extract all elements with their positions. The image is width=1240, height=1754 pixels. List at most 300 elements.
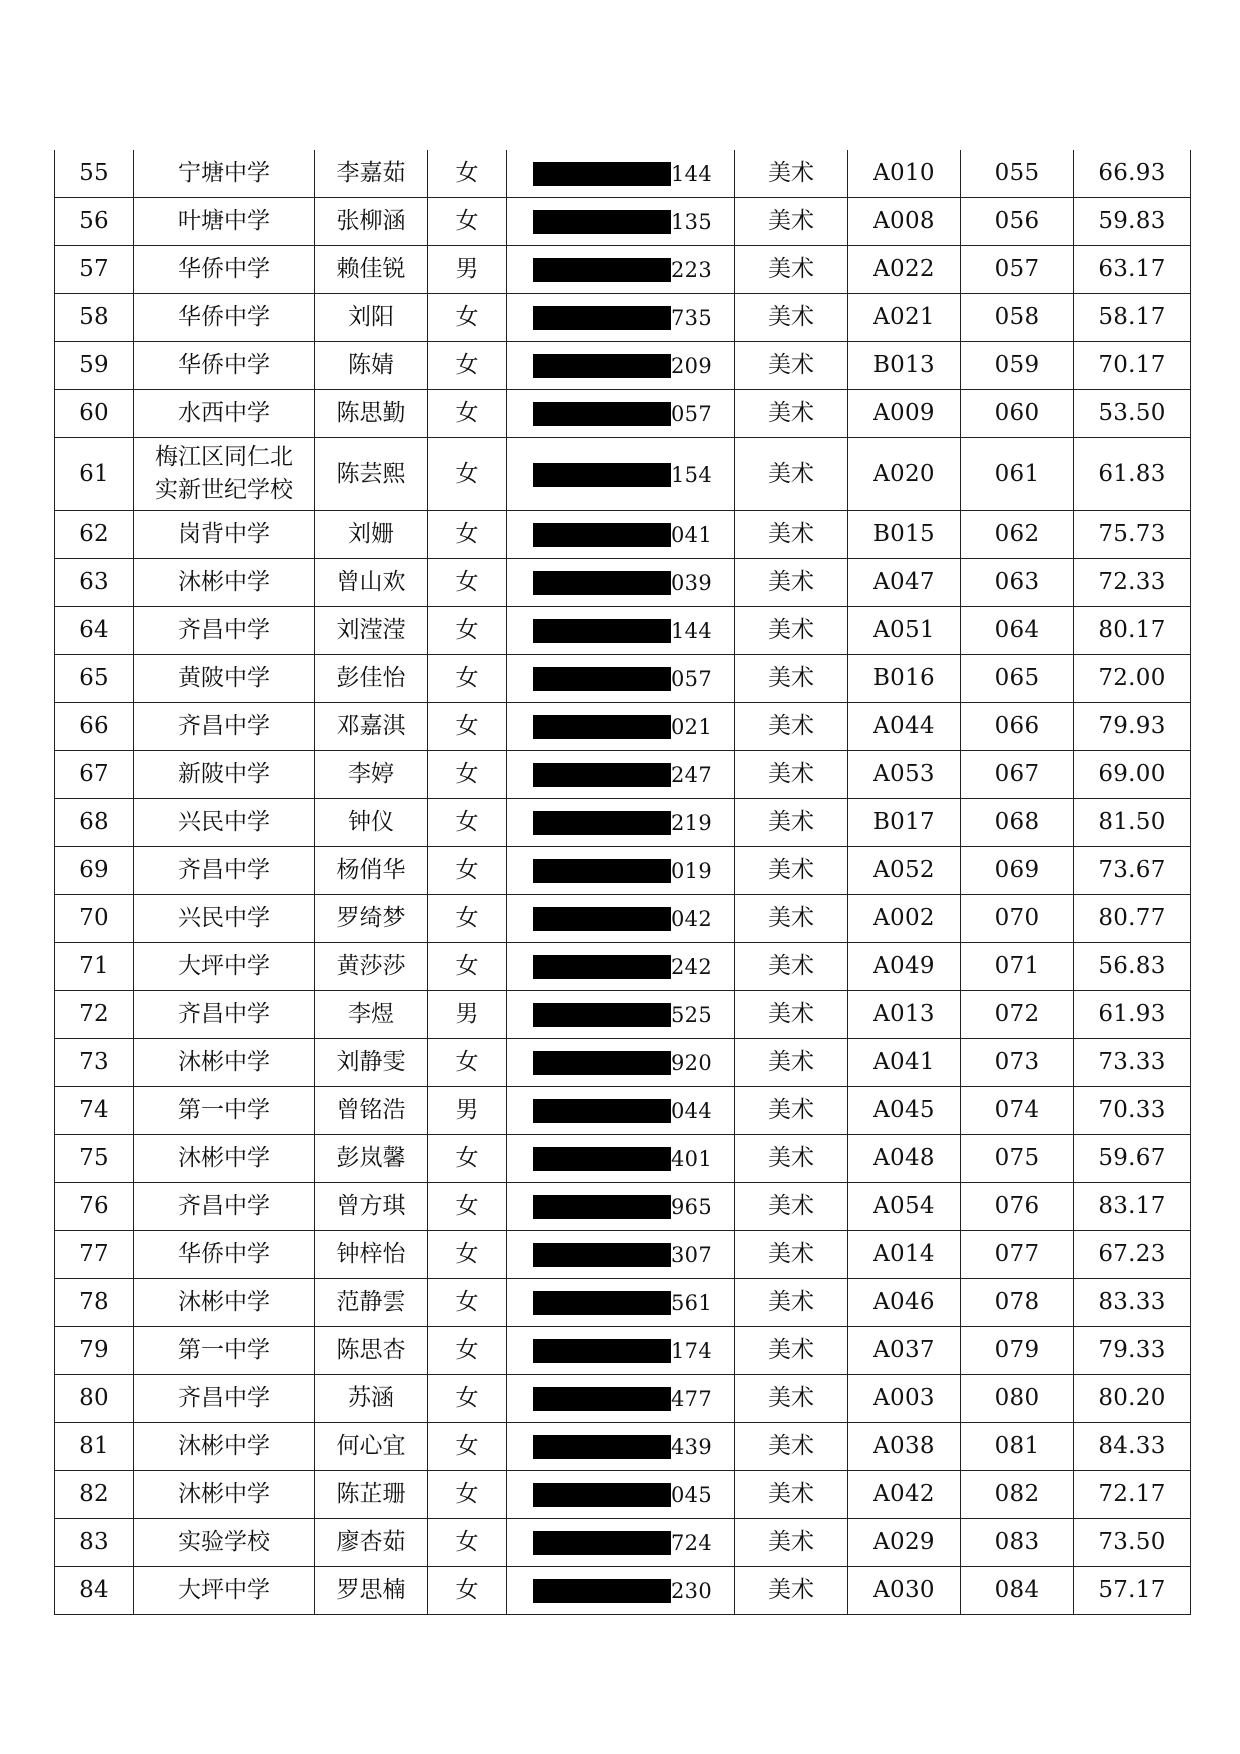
group-code-cell: A037 <box>848 1327 961 1375</box>
school-cell: 华侨中学 <box>134 342 315 390</box>
sequence-cell: 074 <box>961 1087 1074 1135</box>
row-number-cell: 63 <box>55 559 134 607</box>
student-name-cell: 李嘉茹 <box>315 150 428 198</box>
sequence-cell: 057 <box>961 246 1074 294</box>
gender-cell: 女 <box>428 1279 507 1327</box>
subject-cell: 美术 <box>735 703 848 751</box>
subject-cell: 美术 <box>735 294 848 342</box>
id-number-cell <box>507 799 735 847</box>
sequence-cell: 063 <box>961 559 1074 607</box>
table-row <box>55 559 1191 607</box>
table-row <box>55 1519 1191 1567</box>
score-cell: 81.50 <box>1074 799 1191 847</box>
student-name-cell: 何心宜 <box>315 1423 428 1471</box>
table-row <box>55 1423 1191 1471</box>
id-number-cell <box>507 1375 735 1423</box>
id-number-cell <box>507 1231 735 1279</box>
table-row <box>55 294 1191 342</box>
sequence-cell: 056 <box>961 198 1074 246</box>
row-number-cell: 65 <box>55 655 134 703</box>
score-cell: 80.77 <box>1074 895 1191 943</box>
subject-cell: 美术 <box>735 943 848 991</box>
redaction-bar <box>533 907 671 931</box>
group-code-cell: A048 <box>848 1135 961 1183</box>
gender-cell: 女 <box>428 559 507 607</box>
score-cell: 80.17 <box>1074 607 1191 655</box>
id-number-tail: 223 <box>671 258 712 282</box>
school-cell: 齐昌中学 <box>134 1375 315 1423</box>
id-number-cell <box>507 294 735 342</box>
group-code-cell: A029 <box>848 1519 961 1567</box>
sequence-cell: 062 <box>961 511 1074 559</box>
id-number-cell <box>507 1471 735 1519</box>
student-name-cell: 范静雲 <box>315 1279 428 1327</box>
redaction-bar <box>533 1531 671 1555</box>
id-number-cell <box>507 246 735 294</box>
gender-cell: 女 <box>428 1375 507 1423</box>
id-number-cell <box>507 1519 735 1567</box>
id-number-cell <box>507 198 735 246</box>
student-name-cell: 钟仪 <box>315 799 428 847</box>
group-code-cell: A014 <box>848 1231 961 1279</box>
sequence-cell: 061 <box>961 438 1074 511</box>
id-number-tail: 057 <box>671 667 712 691</box>
id-number-tail: 724 <box>671 1531 712 1555</box>
gender-cell: 女 <box>428 294 507 342</box>
student-name-cell: 陈芷珊 <box>315 1471 428 1519</box>
redaction-bar <box>533 306 671 330</box>
id-number-cell <box>507 1135 735 1183</box>
score-cell: 66.93 <box>1074 150 1191 198</box>
row-number-cell: 82 <box>55 1471 134 1519</box>
id-number-tail: 247 <box>671 763 712 787</box>
score-cell: 80.20 <box>1074 1375 1191 1423</box>
redaction-bar <box>533 1147 671 1171</box>
group-code-cell: A021 <box>848 294 961 342</box>
score-cell: 70.33 <box>1074 1087 1191 1135</box>
table-row <box>55 655 1191 703</box>
subject-cell: 美术 <box>735 751 848 799</box>
subject-cell: 美术 <box>735 1231 848 1279</box>
redaction-bar <box>533 354 671 378</box>
sequence-cell: 059 <box>961 342 1074 390</box>
row-number-cell: 67 <box>55 751 134 799</box>
group-code-cell: B017 <box>848 799 961 847</box>
row-number-cell: 71 <box>55 943 134 991</box>
gender-cell: 男 <box>428 1087 507 1135</box>
group-code-cell: A052 <box>848 847 961 895</box>
subject-cell: 美术 <box>735 1183 848 1231</box>
redaction-bar <box>533 1579 671 1603</box>
score-cell: 61.93 <box>1074 991 1191 1039</box>
table-row <box>55 1039 1191 1087</box>
group-code-cell: A020 <box>848 438 961 511</box>
redaction-bar <box>533 1099 671 1123</box>
redaction-bar <box>533 1387 671 1411</box>
school-cell: 华侨中学 <box>134 246 315 294</box>
sequence-cell: 082 <box>961 1471 1074 1519</box>
row-number-cell: 84 <box>55 1567 134 1615</box>
row-number-cell: 83 <box>55 1519 134 1567</box>
table-row <box>55 150 1191 198</box>
score-list-page <box>54 150 1190 1615</box>
group-code-cell: A045 <box>848 1087 961 1135</box>
sequence-cell: 078 <box>961 1279 1074 1327</box>
sequence-cell: 073 <box>961 1039 1074 1087</box>
row-number-cell: 59 <box>55 342 134 390</box>
student-name-cell: 曾铭浩 <box>315 1087 428 1135</box>
score-cell: 83.33 <box>1074 1279 1191 1327</box>
group-code-cell: A030 <box>848 1567 961 1615</box>
id-number-tail: 242 <box>671 955 712 979</box>
score-cell: 70.17 <box>1074 342 1191 390</box>
id-number-tail: 965 <box>671 1195 712 1219</box>
row-number-cell: 58 <box>55 294 134 342</box>
subject-cell: 美术 <box>735 991 848 1039</box>
school-cell: 岗背中学 <box>134 511 315 559</box>
student-name-cell: 苏涵 <box>315 1375 428 1423</box>
group-code-cell: A022 <box>848 246 961 294</box>
id-number-tail: 735 <box>671 306 712 330</box>
row-number-cell: 77 <box>55 1231 134 1279</box>
row-number-cell: 76 <box>55 1183 134 1231</box>
subject-cell: 美术 <box>735 1567 848 1615</box>
school-cell: 齐昌中学 <box>134 991 315 1039</box>
gender-cell: 女 <box>428 390 507 438</box>
score-cell: 72.33 <box>1074 559 1191 607</box>
school-name-line: 梅江区同仁北 <box>155 443 293 470</box>
redaction-bar <box>533 463 671 487</box>
student-name-cell: 陈思杏 <box>315 1327 428 1375</box>
redaction-bar <box>533 523 671 547</box>
student-name-cell: 张柳涵 <box>315 198 428 246</box>
id-number-cell <box>507 1087 735 1135</box>
school-cell: 叶塘中学 <box>134 198 315 246</box>
subject-cell: 美术 <box>735 1519 848 1567</box>
school-cell: 齐昌中学 <box>134 703 315 751</box>
id-number-cell <box>507 1039 735 1087</box>
redaction-bar <box>533 667 671 691</box>
id-number-cell <box>507 847 735 895</box>
row-number-cell: 72 <box>55 991 134 1039</box>
score-cell: 59.83 <box>1074 198 1191 246</box>
student-name-cell: 刘静雯 <box>315 1039 428 1087</box>
score-table <box>54 150 1191 1615</box>
gender-cell: 男 <box>428 991 507 1039</box>
redaction-bar <box>533 162 671 186</box>
redaction-bar <box>533 859 671 883</box>
student-name-cell: 陈婧 <box>315 342 428 390</box>
redaction-bar <box>533 1003 671 1027</box>
score-cell: 63.17 <box>1074 246 1191 294</box>
gender-cell: 女 <box>428 1183 507 1231</box>
school-cell: 宁塘中学 <box>134 150 315 198</box>
table-row <box>55 438 1191 511</box>
table-body <box>55 150 1191 1615</box>
subject-cell: 美术 <box>735 607 848 655</box>
row-number-cell: 69 <box>55 847 134 895</box>
table-row <box>55 390 1191 438</box>
school-cell: 大坪中学 <box>134 943 315 991</box>
score-cell: 72.17 <box>1074 1471 1191 1519</box>
student-name-cell: 赖佳锐 <box>315 246 428 294</box>
gender-cell: 女 <box>428 1231 507 1279</box>
table-row <box>55 1327 1191 1375</box>
id-number-cell <box>507 390 735 438</box>
sequence-cell: 080 <box>961 1375 1074 1423</box>
redaction-bar <box>533 1435 671 1459</box>
gender-cell: 女 <box>428 1471 507 1519</box>
table-row <box>55 1567 1191 1615</box>
school-cell: 兴民中学 <box>134 799 315 847</box>
id-number-cell <box>507 559 735 607</box>
id-number-tail: 525 <box>671 1003 712 1027</box>
row-number-cell: 74 <box>55 1087 134 1135</box>
group-code-cell: B016 <box>848 655 961 703</box>
table-row <box>55 1135 1191 1183</box>
subject-cell: 美术 <box>735 342 848 390</box>
subject-cell: 美术 <box>735 1375 848 1423</box>
table-row <box>55 1183 1191 1231</box>
score-cell: 61.83 <box>1074 438 1191 511</box>
school-cell <box>134 438 315 511</box>
sequence-cell: 058 <box>961 294 1074 342</box>
school-cell: 齐昌中学 <box>134 847 315 895</box>
student-name-cell: 刘阳 <box>315 294 428 342</box>
subject-cell: 美术 <box>735 895 848 943</box>
student-name-cell: 刘姗 <box>315 511 428 559</box>
school-cell: 第一中学 <box>134 1087 315 1135</box>
table-row <box>55 943 1191 991</box>
school-cell: 水西中学 <box>134 390 315 438</box>
group-code-cell: A038 <box>848 1423 961 1471</box>
subject-cell: 美术 <box>735 1087 848 1135</box>
school-cell: 沐彬中学 <box>134 1423 315 1471</box>
subject-cell: 美术 <box>735 799 848 847</box>
group-code-cell: A047 <box>848 559 961 607</box>
sequence-cell: 076 <box>961 1183 1074 1231</box>
table-row <box>55 198 1191 246</box>
score-cell: 59.67 <box>1074 1135 1191 1183</box>
group-code-cell: A013 <box>848 991 961 1039</box>
redaction-bar <box>533 1051 671 1075</box>
redaction-bar <box>533 210 671 234</box>
gender-cell: 女 <box>428 799 507 847</box>
id-number-cell <box>507 1423 735 1471</box>
school-cell: 华侨中学 <box>134 294 315 342</box>
row-number-cell: 62 <box>55 511 134 559</box>
sequence-cell: 084 <box>961 1567 1074 1615</box>
school-cell: 新陂中学 <box>134 751 315 799</box>
row-number-cell: 79 <box>55 1327 134 1375</box>
student-name-cell: 黄莎莎 <box>315 943 428 991</box>
subject-cell: 美术 <box>735 246 848 294</box>
score-cell: 79.33 <box>1074 1327 1191 1375</box>
redaction-bar <box>533 1243 671 1267</box>
gender-cell: 女 <box>428 895 507 943</box>
school-cell: 齐昌中学 <box>134 1183 315 1231</box>
id-number-cell <box>507 703 735 751</box>
redaction-bar <box>533 1339 671 1363</box>
table-row <box>55 246 1191 294</box>
student-name-cell: 陈思勤 <box>315 390 428 438</box>
score-cell: 53.50 <box>1074 390 1191 438</box>
gender-cell: 女 <box>428 607 507 655</box>
student-name-cell: 李婷 <box>315 751 428 799</box>
subject-cell: 美术 <box>735 1135 848 1183</box>
id-number-cell <box>507 342 735 390</box>
sequence-cell: 065 <box>961 655 1074 703</box>
redaction-bar <box>533 763 671 787</box>
id-number-tail: 041 <box>671 523 712 547</box>
group-code-cell: A041 <box>848 1039 961 1087</box>
group-code-cell: A009 <box>848 390 961 438</box>
id-number-tail: 039 <box>671 571 712 595</box>
id-number-cell <box>507 607 735 655</box>
row-number-cell: 55 <box>55 150 134 198</box>
id-number-tail: 045 <box>671 1483 712 1507</box>
gender-cell: 女 <box>428 1327 507 1375</box>
group-code-cell: A008 <box>848 198 961 246</box>
student-name-cell: 李煜 <box>315 991 428 1039</box>
group-code-cell: A003 <box>848 1375 961 1423</box>
sequence-cell: 083 <box>961 1519 1074 1567</box>
redaction-bar <box>533 1291 671 1315</box>
group-code-cell: A042 <box>848 1471 961 1519</box>
subject-cell: 美术 <box>735 559 848 607</box>
id-number-tail: 401 <box>671 1147 712 1171</box>
group-code-cell: B013 <box>848 342 961 390</box>
sequence-cell: 066 <box>961 703 1074 751</box>
id-number-cell <box>507 438 735 511</box>
id-number-tail: 307 <box>671 1243 712 1267</box>
id-number-tail: 144 <box>671 619 712 643</box>
id-number-tail: 042 <box>671 907 712 931</box>
redaction-bar <box>533 402 671 426</box>
id-number-tail: 019 <box>671 859 712 883</box>
school-cell: 兴民中学 <box>134 895 315 943</box>
id-number-tail: 209 <box>671 354 712 378</box>
id-number-cell <box>507 895 735 943</box>
id-number-cell <box>507 511 735 559</box>
sequence-cell: 081 <box>961 1423 1074 1471</box>
row-number-cell: 75 <box>55 1135 134 1183</box>
score-cell: 73.33 <box>1074 1039 1191 1087</box>
row-number-cell: 80 <box>55 1375 134 1423</box>
table-row <box>55 751 1191 799</box>
school-cell: 齐昌中学 <box>134 607 315 655</box>
subject-cell: 美术 <box>735 1471 848 1519</box>
sequence-cell: 075 <box>961 1135 1074 1183</box>
student-name-cell: 杨俏华 <box>315 847 428 895</box>
table-row <box>55 847 1191 895</box>
table-row <box>55 607 1191 655</box>
score-cell: 57.17 <box>1074 1567 1191 1615</box>
school-cell: 沐彬中学 <box>134 1039 315 1087</box>
id-number-tail: 219 <box>671 811 712 835</box>
id-number-tail: 174 <box>671 1339 712 1363</box>
id-number-tail: 135 <box>671 210 712 234</box>
student-name-cell: 彭佳怡 <box>315 655 428 703</box>
redaction-bar <box>533 571 671 595</box>
score-cell: 84.33 <box>1074 1423 1191 1471</box>
student-name-cell: 彭岚馨 <box>315 1135 428 1183</box>
row-number-cell: 64 <box>55 607 134 655</box>
score-cell: 75.73 <box>1074 511 1191 559</box>
group-code-cell: A051 <box>848 607 961 655</box>
row-number-cell: 68 <box>55 799 134 847</box>
group-code-cell: A044 <box>848 703 961 751</box>
id-number-tail: 561 <box>671 1291 712 1315</box>
score-cell: 67.23 <box>1074 1231 1191 1279</box>
score-cell: 83.17 <box>1074 1183 1191 1231</box>
student-name-cell: 钟梓怡 <box>315 1231 428 1279</box>
sequence-cell: 064 <box>961 607 1074 655</box>
redaction-bar <box>533 811 671 835</box>
id-number-cell <box>507 991 735 1039</box>
sequence-cell: 069 <box>961 847 1074 895</box>
student-name-cell: 曾方琪 <box>315 1183 428 1231</box>
id-number-tail: 154 <box>671 462 712 487</box>
score-cell: 69.00 <box>1074 751 1191 799</box>
row-number-cell: 57 <box>55 246 134 294</box>
id-number-cell <box>507 1567 735 1615</box>
sequence-cell: 079 <box>961 1327 1074 1375</box>
gender-cell: 女 <box>428 438 507 511</box>
score-cell: 58.17 <box>1074 294 1191 342</box>
table-row <box>55 1279 1191 1327</box>
school-cell: 大坪中学 <box>134 1567 315 1615</box>
redaction-bar <box>533 1483 671 1507</box>
gender-cell: 女 <box>428 150 507 198</box>
table-row <box>55 703 1191 751</box>
subject-cell: 美术 <box>735 511 848 559</box>
subject-cell: 美术 <box>735 655 848 703</box>
school-cell: 第一中学 <box>134 1327 315 1375</box>
sequence-cell: 070 <box>961 895 1074 943</box>
gender-cell: 女 <box>428 1135 507 1183</box>
gender-cell: 女 <box>428 751 507 799</box>
subject-cell: 美术 <box>735 150 848 198</box>
group-code-cell: A049 <box>848 943 961 991</box>
group-code-cell: A054 <box>848 1183 961 1231</box>
score-cell: 73.67 <box>1074 847 1191 895</box>
gender-cell: 女 <box>428 1039 507 1087</box>
score-cell: 56.83 <box>1074 943 1191 991</box>
school-cell: 沐彬中学 <box>134 1135 315 1183</box>
subject-cell: 美术 <box>735 198 848 246</box>
sequence-cell: 071 <box>961 943 1074 991</box>
school-name <box>155 441 293 508</box>
school-cell: 实验学校 <box>134 1519 315 1567</box>
subject-cell: 美术 <box>735 1039 848 1087</box>
student-name-cell: 罗绮梦 <box>315 895 428 943</box>
id-number-tail: 057 <box>671 402 712 426</box>
id-number-tail: 044 <box>671 1099 712 1123</box>
gender-cell: 男 <box>428 246 507 294</box>
student-name-cell: 邓嘉淇 <box>315 703 428 751</box>
redaction-bar <box>533 715 671 739</box>
table-row <box>55 799 1191 847</box>
id-number-tail: 230 <box>671 1579 712 1603</box>
row-number-cell: 78 <box>55 1279 134 1327</box>
school-cell: 华侨中学 <box>134 1231 315 1279</box>
id-number-cell <box>507 150 735 198</box>
id-number-tail: 021 <box>671 715 712 739</box>
gender-cell: 女 <box>428 655 507 703</box>
row-number-cell: 81 <box>55 1423 134 1471</box>
student-name-cell: 罗思楠 <box>315 1567 428 1615</box>
